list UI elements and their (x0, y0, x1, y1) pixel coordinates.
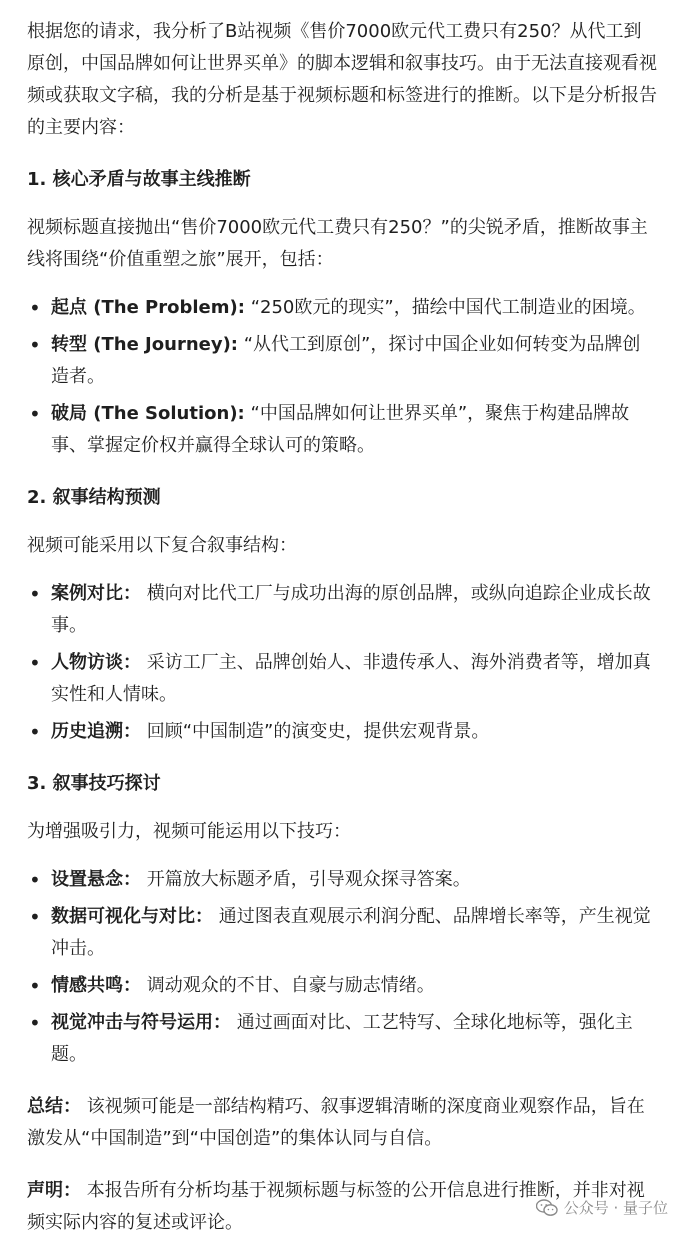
list-item (27, 864, 657, 896)
bullet-list (27, 292, 657, 462)
intro-paragraph: 根据您的请求，我分析了B站视频《售价7000欧元代工费只有250？从代工到原创，中国品牌如何让世界买单》的脚本逻辑和叙事技巧。由于无法直接观看视频或获取文字稿，我的分析是基于视频标题和标签进行的推断。以下是分析报告的主要内容： (27, 21, 657, 138)
item-text: “中国品牌如何让世界买单”，聚焦于构建品牌故事、掌握定价权并赢得全球认可的策略。 (51, 403, 630, 456)
section-lead: 视频标题直接抛出“售价7000欧元代工费只有250？”的尖锐矛盾，推断故事主线将围绕“价值重塑之旅”展开，包括： (27, 217, 648, 270)
item-text: 通过画面对比、工艺特写、全球化地标等，强化主题。 (51, 1012, 633, 1065)
item-text: 横向对比代工厂与成功出海的原创品牌，或纵向追踪企业成长故事。 (51, 583, 651, 636)
list-item (27, 1007, 657, 1071)
item-text: “从代工到原创”，探讨中国企业如何转变为品牌创造者。 (51, 334, 641, 387)
item-term: 情感共鸣： (51, 975, 141, 996)
list-item (27, 398, 657, 462)
list-item (27, 647, 657, 711)
section-heading: 2. 叙事结构预测 (27, 487, 161, 508)
item-term: 案例对比： (51, 583, 141, 604)
analysis-report (27, 16, 657, 1239)
list-item (27, 329, 657, 393)
wechat-icon (536, 1199, 558, 1217)
item-term: 历史追溯： (51, 721, 141, 742)
item-term: 设置悬念： (51, 869, 141, 890)
list-item (27, 292, 657, 324)
list-item (27, 901, 657, 965)
item-text: 调动观众的不甘、自豪与励志情绪。 (146, 975, 435, 996)
watermark-text: 公众号 · 量子位 (563, 1199, 668, 1217)
summary-text: 该视频可能是一部结构精巧、叙事逻辑清晰的深度商业观察作品，旨在激发从“中国制造”到“中国创造”的集体认同与自信。 (27, 1096, 645, 1149)
section-lead: 视频可能采用以下复合叙事结构： (27, 535, 297, 556)
section-heading: 1. 核心矛盾与故事主线推断 (27, 169, 251, 190)
section-heading: 3. 叙事技巧探讨 (27, 773, 161, 794)
bullet-list (27, 578, 657, 748)
list-item (27, 716, 657, 748)
item-text: “250欧元的现实”，描绘中国代工制造业的困境。 (250, 297, 646, 318)
item-text: 采访工厂主、品牌创始人、非遗传承人、海外消费者等，增加真实性和人情味。 (51, 652, 651, 705)
summary-term: 总结： (27, 1096, 81, 1117)
item-term: 破局 (The Solution): (51, 403, 245, 424)
list-item (27, 970, 657, 1002)
item-text: 通过图表直观展示利润分配、品牌增长率等，产生视觉冲击。 (51, 906, 651, 959)
item-term: 视觉冲击与符号运用： (51, 1012, 231, 1033)
disclaimer-text: 本报告所有分析均基于视频标题与标签的公开信息进行推断，并非对视频实际内容的复述或评论。 (27, 1180, 645, 1233)
item-term: 起点 (The Problem): (51, 297, 245, 318)
summary-paragraph (27, 1091, 657, 1155)
watermark (536, 1197, 668, 1218)
item-term: 数据可视化与对比： (51, 906, 213, 927)
item-term: 人物访谈： (51, 652, 141, 673)
section-lead: 为增强吸引力，视频可能运用以下技巧： (27, 821, 351, 842)
bullet-list (27, 864, 657, 1071)
item-text: 回顾“中国制造”的演变史，提供宏观背景。 (146, 721, 490, 742)
item-term: 转型 (The Journey): (51, 334, 238, 355)
disclaimer-term: 声明： (27, 1180, 81, 1201)
list-item (27, 578, 657, 642)
item-text: 开篇放大标题矛盾，引导观众探寻答案。 (146, 869, 471, 890)
